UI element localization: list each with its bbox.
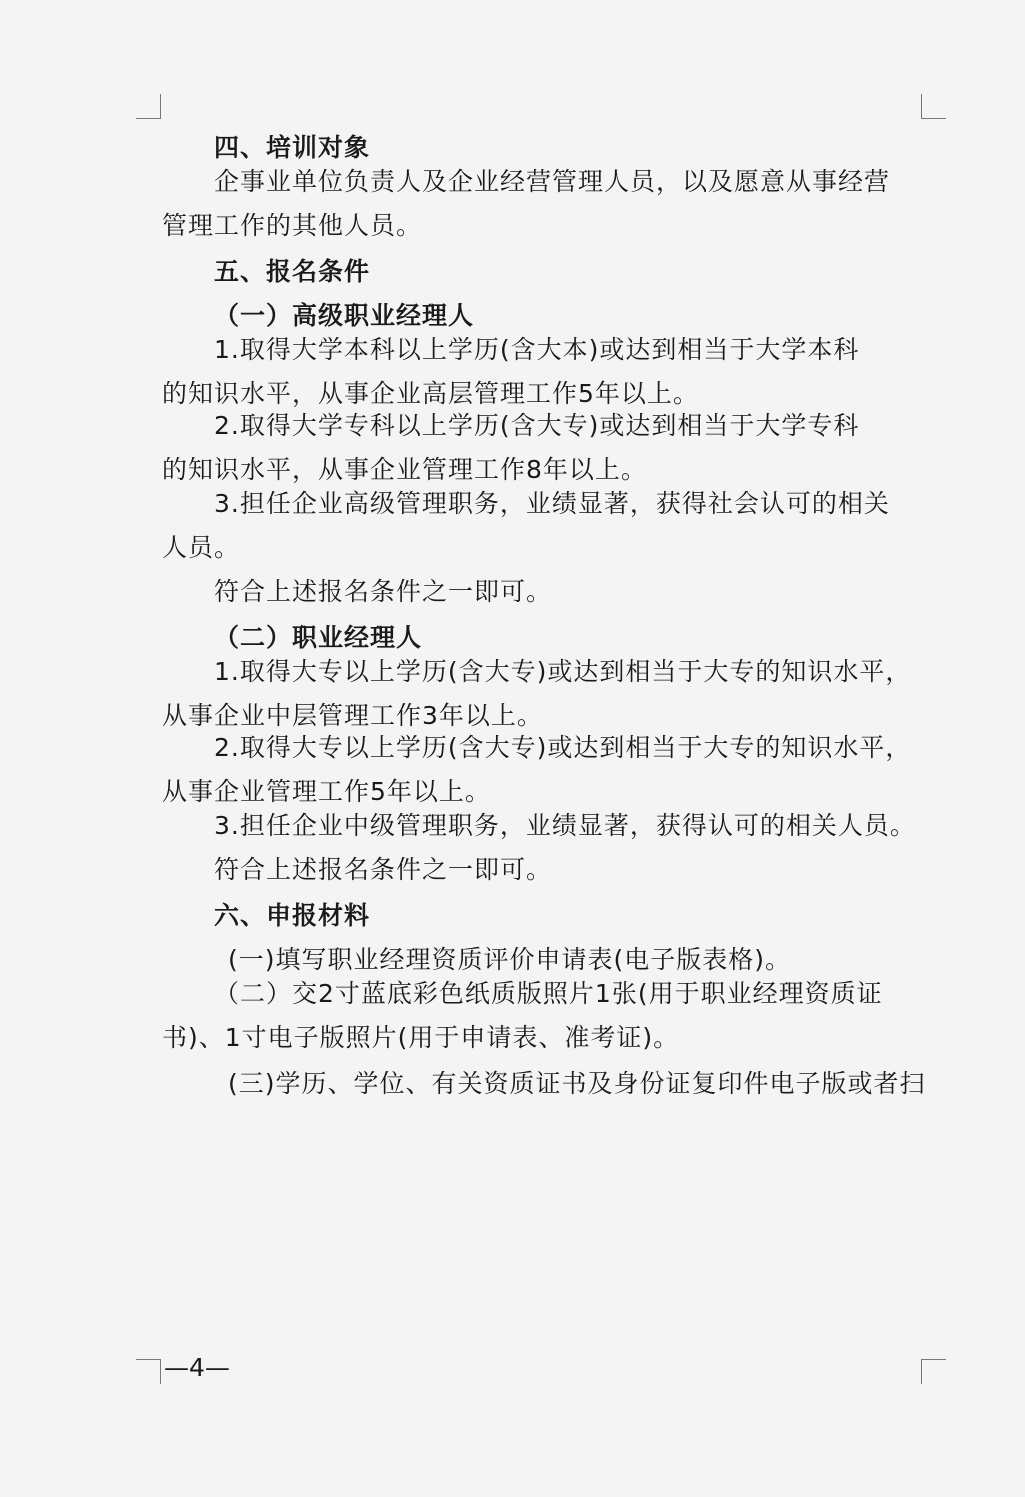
senior-item2-line1: 2.取得大学专科以上学历(含大专)或达到相当于大学专科	[214, 411, 860, 440]
page-number: —4—	[164, 1353, 230, 1382]
senior-item1-line2: 的知识水平，从事企业高层管理工作5年以上。	[162, 379, 699, 408]
senior-subheading: （一）高级职业经理人	[214, 301, 475, 330]
section4-heading: 四、培训对象	[214, 133, 371, 162]
section6-item1: (一)填写职业经理资质评价申请表(电子版表格)。	[228, 945, 792, 974]
senior-item3-line2: 人员。	[162, 533, 241, 562]
senior-item3-line1: 3.担任企业高级管理职务，业绩显著，获得社会认可的相关	[214, 489, 890, 518]
senior-item2-line2: 的知识水平，从事企业管理工作8年以上。	[162, 455, 647, 484]
regular-item2-line2: 从事企业管理工作5年以上。	[162, 777, 491, 806]
crop-mark-bottom-right	[921, 1359, 946, 1384]
regular-item3-line1: 3.担任企业中级管理职务，业绩显著，获得认可的相关人员。	[214, 811, 916, 840]
regular-note: 符合上述报名条件之一即可。	[214, 855, 553, 884]
regular-item1-line2: 从事企业中层管理工作3年以上。	[162, 701, 543, 730]
regular-item2-line1: 2.取得大专以上学历(含大专)或达到相当于大专的知识水平，	[214, 733, 912, 762]
section5-heading: 五、报名条件	[214, 257, 371, 286]
senior-item1-line1: 1.取得大学本科以上学历(含大本)或达到相当于大学本科	[214, 335, 860, 364]
section6-item3-line1: (三)学历、学位、有关资质证书及身份证复印件电子版或者扫	[228, 1069, 926, 1098]
senior-note: 符合上述报名条件之一即可。	[214, 577, 553, 606]
crop-mark-bottom-left	[136, 1359, 161, 1384]
regular-item1-line1: 1.取得大专以上学历(含大专)或达到相当于大专的知识水平，	[214, 657, 912, 686]
section4-paragraph-line2: 管理工作的其他人员。	[162, 211, 423, 240]
section4-paragraph-line1: 企事业单位负责人及企业经营管理人员，以及愿意从事经营	[214, 167, 891, 196]
crop-mark-top-left	[136, 94, 161, 119]
section6-item2-line2: 书)、1寸电子版照片(用于申请表、准考证)。	[162, 1023, 680, 1052]
crop-mark-top-right	[921, 94, 946, 119]
regular-subheading: （二）职业经理人	[214, 623, 423, 652]
section6-heading: 六、申报材料	[214, 901, 371, 930]
section6-item2-line1: （二）交2寸蓝底彩色纸质版照片1张(用于职业经理资质证	[214, 979, 883, 1008]
